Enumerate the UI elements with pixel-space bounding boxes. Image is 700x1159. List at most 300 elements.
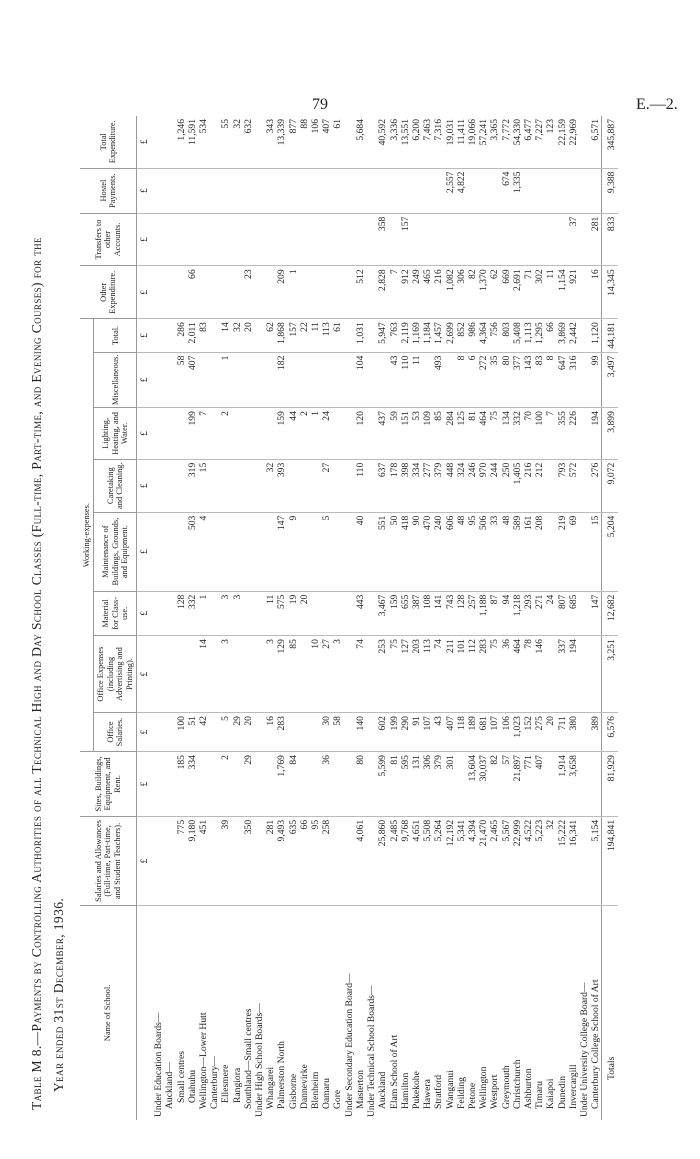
cell-value: 807	[557, 591, 568, 635]
cell-value: 257	[467, 591, 478, 635]
cell-value	[265, 168, 276, 213]
cell-value: 377	[512, 352, 523, 407]
school-name: Under High School Boards—	[254, 1003, 266, 1117]
cell-value	[220, 512, 231, 591]
cell-value	[164, 636, 175, 713]
cell-value: 324	[456, 459, 467, 512]
cell-value: 343	[265, 116, 276, 168]
cell-value: 1,031	[355, 319, 366, 352]
cell-value	[590, 168, 602, 213]
cell-value	[445, 213, 456, 266]
cell-value	[288, 213, 299, 266]
cell-value: 793	[557, 459, 568, 512]
cell-value: 29	[243, 752, 254, 817]
cell-value	[344, 752, 355, 817]
cell-value	[265, 266, 276, 319]
cell-value: 66	[187, 266, 198, 319]
cell-value: 389	[590, 713, 602, 752]
school-name: Whangarei	[265, 1066, 277, 1109]
cell-value	[153, 319, 164, 352]
table-row	[254, 116, 265, 1120]
total-value: 3,899	[602, 408, 618, 460]
cell-value: 7	[389, 266, 400, 319]
cell-value: 4,394	[467, 816, 478, 905]
cell-value	[344, 116, 355, 168]
cell-value: 13,604	[467, 752, 478, 817]
cell-value	[332, 408, 343, 460]
school-name: Small centres	[175, 1051, 187, 1103]
header-material: Material for Class-use.	[94, 591, 137, 635]
cell-value	[198, 168, 209, 213]
cell-value	[512, 213, 523, 266]
cell-value	[579, 168, 590, 213]
cell-value	[366, 319, 377, 352]
cell-value: 1	[220, 352, 231, 407]
cell-value	[209, 266, 220, 319]
cell-value: 75	[489, 408, 500, 460]
cell-value: 606	[445, 512, 456, 591]
school-name: Rangiora	[231, 1067, 243, 1103]
cell-value	[344, 168, 355, 213]
cell-value	[232, 408, 243, 460]
table-row	[355, 116, 366, 1120]
cell-value: 82	[489, 752, 500, 817]
cell-value: 20	[545, 713, 556, 752]
cell-value: 82	[467, 266, 478, 319]
cell-value	[243, 636, 254, 713]
cell-value: 15	[590, 512, 602, 591]
cell-value: 2	[299, 408, 310, 460]
cell-value: 5	[220, 713, 231, 752]
cell-value	[389, 213, 400, 266]
cell-value	[232, 213, 243, 266]
cell-value	[164, 352, 175, 407]
table-row	[299, 116, 310, 1120]
cell-value	[164, 266, 175, 319]
school-name: Ellesmere	[220, 1064, 232, 1103]
cell-value: 407	[534, 752, 545, 817]
cell-value: 407	[445, 713, 456, 752]
cell-value: 128	[176, 591, 187, 635]
cell-value: 62	[265, 319, 276, 352]
cell-value: 87	[489, 591, 500, 635]
cell-value: 62	[489, 266, 500, 319]
header-office-salaries: Office Salaries.	[94, 713, 137, 752]
cell-value: 20	[243, 319, 254, 352]
cell-value: 61	[332, 319, 343, 352]
cell-value	[254, 512, 265, 591]
cell-value: 51	[187, 713, 198, 752]
cell-value: 189	[467, 713, 478, 752]
cell-value	[276, 168, 287, 213]
cell-value	[344, 459, 355, 512]
cell-value	[366, 213, 377, 266]
table-title	[26, 120, 70, 1110]
cell-value	[344, 512, 355, 591]
unit-symbol: £	[137, 512, 154, 591]
cell-value: 283	[478, 636, 489, 713]
cell-value	[176, 459, 187, 512]
school-name: Invercargill	[567, 1064, 579, 1109]
unit-symbol: £	[137, 168, 154, 213]
unit-symbol: £	[137, 408, 154, 460]
cell-value: 986	[467, 319, 478, 352]
cell-value: 2	[220, 408, 231, 460]
cell-value	[332, 459, 343, 512]
cell-value	[321, 591, 332, 635]
cell-value: 284	[445, 408, 456, 460]
cell-value: 57	[501, 752, 512, 817]
school-name: Under Secondary Education Board—	[343, 973, 355, 1117]
cell-value	[299, 636, 310, 713]
payments-table	[80, 116, 618, 1120]
cell-value: 2,119	[400, 319, 411, 352]
cell-value: 1,405	[512, 459, 523, 512]
cell-value	[164, 408, 175, 460]
cell-value: 3	[232, 591, 243, 635]
cell-value: 2,691	[512, 266, 523, 319]
cell-value: 95	[310, 816, 321, 905]
cell-value: 95	[467, 512, 478, 591]
cell-value	[366, 752, 377, 817]
table-row	[512, 116, 523, 1120]
school-name: Under Technical School Boards—	[366, 985, 378, 1117]
cell-value	[400, 168, 411, 213]
school-name: Wanganui	[444, 1070, 456, 1109]
cell-value: 91	[411, 713, 422, 752]
cell-value: 16	[590, 266, 602, 319]
cell-value	[545, 459, 556, 512]
cell-value: 635	[288, 816, 299, 905]
cell-value	[422, 213, 433, 266]
cell-value	[198, 352, 209, 407]
cell-value: 1,769	[276, 752, 287, 817]
cell-value: 4,651	[411, 816, 422, 905]
school-name: Under Education Boards—	[153, 1012, 165, 1117]
table-row	[489, 116, 500, 1120]
cell-value	[176, 408, 187, 460]
cell-value: 110	[400, 352, 411, 407]
cell-value	[299, 266, 310, 319]
cell-value	[344, 713, 355, 752]
cell-value: 1,113	[523, 319, 534, 352]
cell-value	[422, 168, 433, 213]
cell-value: 5,154	[590, 816, 602, 905]
cell-value	[545, 752, 556, 817]
cell-value: 134	[501, 408, 512, 460]
cell-value	[332, 168, 343, 213]
cell-value: 128	[456, 591, 467, 635]
header-office-expenses: Office Expenses (including Advertising and Printing).	[94, 636, 137, 713]
cell-value: 877	[288, 116, 299, 168]
cell-value	[254, 352, 265, 407]
cell-value: 27	[321, 636, 332, 713]
cell-value: 12,192	[445, 816, 456, 905]
cell-value: 48	[456, 512, 467, 591]
cell-value: 6,477	[523, 116, 534, 168]
cell-value: 32	[545, 816, 556, 905]
cell-value	[579, 636, 590, 713]
school-name: Petone	[466, 1082, 478, 1109]
cell-value	[433, 168, 444, 213]
cell-value: 57,241	[478, 116, 489, 168]
cell-value	[153, 408, 164, 460]
cell-value: 493	[433, 352, 444, 407]
school-name: Hamilton	[399, 1072, 411, 1109]
total-value: 5,204	[602, 512, 618, 591]
cell-value	[344, 213, 355, 266]
cell-value	[310, 713, 321, 752]
cell-value: 1,457	[433, 319, 444, 352]
cell-value: 771	[523, 752, 534, 817]
cell-value: 301	[445, 752, 456, 817]
cell-value: 5,508	[422, 816, 433, 905]
cell-value	[209, 168, 220, 213]
cell-value: 32	[232, 319, 243, 352]
cell-value: 13,339	[276, 116, 287, 168]
cell-value: 147	[276, 512, 287, 591]
cell-value: 464	[512, 636, 523, 713]
cell-value	[164, 752, 175, 817]
cell-value: 11	[265, 591, 276, 635]
cell-value: 1,335	[512, 168, 523, 213]
cell-value: 11	[310, 319, 321, 352]
cell-value	[209, 591, 220, 635]
cell-value	[153, 352, 164, 407]
cell-value	[366, 512, 377, 591]
unit-row	[137, 116, 154, 1120]
school-name: Otahuhu	[186, 1069, 198, 1103]
cell-value	[187, 636, 198, 713]
cell-value: 112	[467, 636, 478, 713]
cell-value	[456, 752, 467, 817]
cell-value: 99	[590, 352, 602, 407]
cell-value	[164, 512, 175, 591]
rotated-table-block	[24, 110, 674, 1120]
cell-value	[478, 213, 489, 266]
cell-value	[332, 266, 343, 319]
table-row	[344, 116, 355, 1120]
table-row	[523, 116, 534, 1120]
header-total-expenditure: Total Expenditure.	[80, 116, 137, 168]
cell-value: 685	[568, 591, 579, 635]
table-row	[310, 116, 321, 1120]
cell-value	[254, 266, 265, 319]
cell-value: 185	[176, 752, 187, 817]
header-other: Other Expenditure.	[80, 266, 137, 319]
cell-value: 512	[355, 266, 366, 319]
cell-value: 534	[198, 116, 209, 168]
cell-value: 7,463	[422, 116, 433, 168]
cell-value: 249	[411, 266, 422, 319]
cell-value	[243, 168, 254, 213]
header-maintenance: Maintenance of Buildings, Grounds, and Equipment.	[94, 512, 137, 591]
cell-value	[198, 213, 209, 266]
cell-value: 5,684	[355, 116, 366, 168]
cell-value	[332, 591, 343, 635]
cell-value	[153, 636, 164, 713]
cell-value: 240	[433, 512, 444, 591]
cell-value	[344, 816, 355, 905]
cell-value: 61	[332, 116, 343, 168]
cell-value: 244	[489, 459, 500, 512]
cell-value: 23	[243, 266, 254, 319]
total-value: 345,887	[602, 116, 618, 168]
cell-value: 75	[389, 636, 400, 713]
cell-value: 272	[478, 352, 489, 407]
cell-value	[366, 591, 377, 635]
cell-value	[478, 168, 489, 213]
cell-value: 551	[377, 512, 388, 591]
cell-value: 50	[389, 512, 400, 591]
cell-value: 16,341	[568, 816, 579, 905]
cell-value: 70	[523, 408, 534, 460]
unit-symbol: £	[137, 591, 154, 635]
header-working-expenses: Working-expenses.	[80, 319, 94, 752]
cell-value: 159	[389, 591, 400, 635]
cell-value: 7	[198, 408, 209, 460]
cell-value: 9,180	[187, 816, 198, 905]
cell-value	[568, 168, 579, 213]
cell-value: 379	[433, 752, 444, 817]
cell-value: 4	[198, 512, 209, 591]
cell-value: 7,316	[433, 116, 444, 168]
cell-value: 286	[176, 319, 187, 352]
school-name: Wellington—Lower Hutt	[198, 1012, 210, 1109]
cell-value: 681	[478, 713, 489, 752]
cell-value: 22,969	[568, 116, 579, 168]
cell-value	[232, 168, 243, 213]
cell-value: 152	[523, 713, 534, 752]
cell-value	[366, 636, 377, 713]
cell-value: 647	[557, 352, 568, 407]
page-number: 79	[312, 96, 328, 113]
cell-value: 212	[534, 459, 545, 512]
cell-value: 35	[489, 352, 500, 407]
total-value: 3,251	[602, 636, 618, 713]
cell-value	[209, 352, 220, 407]
cell-value: 276	[590, 459, 602, 512]
cell-value	[579, 213, 590, 266]
cell-value	[299, 459, 310, 512]
cell-value: 1,120	[590, 319, 602, 352]
cell-value	[590, 752, 602, 817]
total-value: 6,576	[602, 713, 618, 752]
cell-value: 290	[400, 713, 411, 752]
table-row	[377, 116, 388, 1120]
table-row	[187, 116, 198, 1120]
table-row	[243, 116, 254, 1120]
cell-value	[153, 213, 164, 266]
cell-value	[265, 408, 276, 460]
cell-value: 53	[411, 408, 422, 460]
cell-value	[534, 213, 545, 266]
cell-value: 6,571	[590, 116, 602, 168]
cell-value	[176, 213, 187, 266]
cell-value	[276, 213, 287, 266]
cell-value	[243, 213, 254, 266]
cell-value	[220, 168, 231, 213]
cell-value: 7,772	[501, 116, 512, 168]
cell-value	[411, 213, 422, 266]
cell-value: 669	[501, 266, 512, 319]
cell-value: 83	[534, 352, 545, 407]
table-row	[232, 116, 243, 1120]
school-name: Stratford	[433, 1074, 445, 1109]
cell-value: 33	[489, 512, 500, 591]
cell-value	[153, 168, 164, 213]
cell-value: 42	[198, 713, 209, 752]
header-hostel: Hostel Payments.	[80, 168, 137, 213]
cell-value: 2,699	[445, 319, 456, 352]
cell-value: 216	[433, 266, 444, 319]
cell-value: 358	[377, 213, 388, 266]
school-name: Dunedin	[556, 1075, 568, 1109]
cell-value: 5,408	[512, 319, 523, 352]
cell-value: 595	[400, 752, 411, 817]
cell-value	[332, 752, 343, 817]
cell-value	[232, 512, 243, 591]
cell-value: 4,522	[523, 816, 534, 905]
cell-value: 71	[523, 266, 534, 319]
school-name: Wellington	[478, 1066, 490, 1109]
cell-value	[265, 752, 276, 817]
cell-value: 30	[321, 713, 332, 752]
cell-value	[310, 512, 321, 591]
cell-value: 58	[176, 352, 187, 407]
cell-value: 1,868	[276, 319, 287, 352]
table-row	[467, 116, 478, 1120]
cell-value	[176, 266, 187, 319]
cell-value: 151	[400, 408, 411, 460]
header-salaries: Salaries and Allowances (Full-time, Part-time, and Student Teachers).	[80, 816, 137, 905]
cell-value	[456, 213, 467, 266]
cell-value	[232, 636, 243, 713]
cell-value: 2	[220, 752, 231, 817]
cell-value: 1,154	[557, 266, 568, 319]
cell-value: 1	[198, 591, 209, 635]
cell-value	[299, 713, 310, 752]
cell-value: 306	[422, 752, 433, 817]
table-row	[176, 116, 187, 1120]
school-name: Gore	[332, 1089, 344, 1109]
table-row	[445, 116, 456, 1120]
cell-value: 756	[489, 319, 500, 352]
cell-value: 332	[512, 408, 523, 460]
table-row	[433, 116, 444, 1120]
cell-value: 143	[523, 352, 534, 407]
cell-value	[545, 168, 556, 213]
cell-value: 15,222	[557, 816, 568, 905]
unit-symbol: £	[137, 116, 154, 168]
table-row	[579, 116, 590, 1120]
cell-value	[579, 319, 590, 352]
cell-value: 281	[590, 213, 602, 266]
cell-value	[220, 459, 231, 512]
cell-value: 1,184	[422, 319, 433, 352]
cell-value	[153, 816, 164, 905]
cell-value: 465	[422, 266, 433, 319]
cell-value: 464	[478, 408, 489, 460]
cell-value: 5	[321, 512, 332, 591]
cell-value: 100	[534, 408, 545, 460]
table-title-line1: Table M 8.—Payments by Controlling Authorities of all Technical High and Day School Classes (Full-time, Part-time, and Evening Courses) for the	[29, 237, 44, 1110]
table-title-line2: Year ended 31st December, 1936.	[51, 897, 66, 1092]
school-name: Oamaru	[321, 1078, 333, 1109]
cell-value	[545, 512, 556, 591]
cell-value: 418	[400, 512, 411, 591]
cell-value	[299, 752, 310, 817]
